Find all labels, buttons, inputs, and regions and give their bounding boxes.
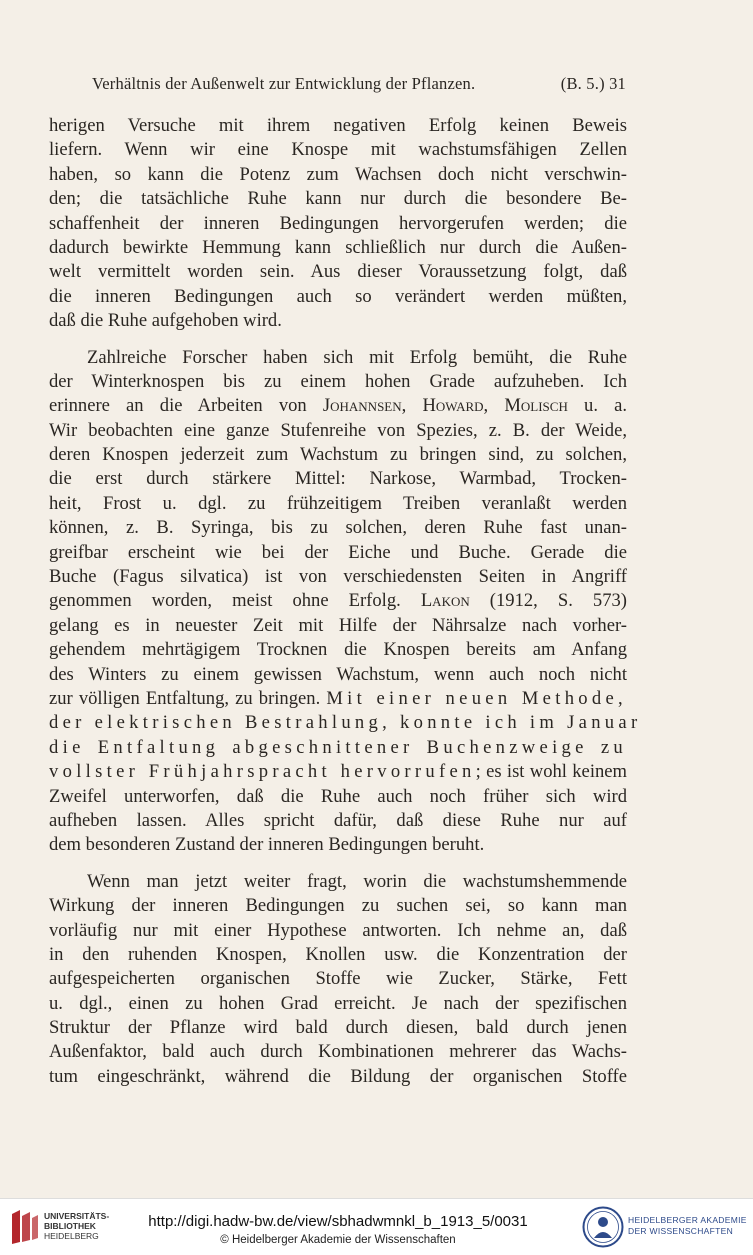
text-line: Buche (Fagus silvatica) ist von verschiedensten Seiten in Angriff (49, 566, 627, 588)
paragraph-3 (49, 870, 627, 1090)
text-line: Zahlreiche Forscher haben sich mit Erfolg bemüht, die Ruhe (87, 346, 627, 368)
text-line: in den ruhenden Knospen, Knollen usw. die Konzentration der (49, 943, 627, 965)
body-text (49, 114, 642, 1089)
text-line: daß die Ruhe aufgehoben wird. (49, 310, 282, 332)
text-line: welt vermittelt worden sein. Aus dieser Voraussetzung folgt, daß (49, 261, 627, 283)
emphasis: vollster Frühjahrspracht hervorrufen (49, 761, 476, 783)
text-line: Außenfaktor, bald auch durch Kombinationen mehrerer das Wachs- (49, 1041, 627, 1063)
text-line: die Entfaltung abgeschnittener Buchenzweige zu (49, 736, 627, 758)
paragraph-2 (49, 346, 642, 858)
text-line: die inneren Bedingungen auch so verändert werden müßten, (49, 285, 627, 307)
text-line: aufgespeicherten organischen Stoffe wie Zucker, Stärke, Fett (49, 968, 627, 990)
copyright-notice: © Heidelberger Akademie der Wissenschaften (220, 1234, 456, 1246)
text-line: dem besonderen Zustand der inneren Bedingungen beruht. (49, 834, 485, 856)
text-line: tum eingeschränkt, während die Bildung der organischen Stoffe (49, 1065, 627, 1087)
text-line: gelang es in neuester Zeit mit Hilfe der Nährsalze nach vorher- (49, 614, 627, 636)
running-head-title: Verhältnis der Außenwelt zur Entwicklung der Pflanzen. (92, 74, 476, 93)
text-line: können, z. B. Syringa, bis zu solchen, deren Ruhe fast unan- (49, 517, 627, 539)
text-line: deren Knospen jederzeit zum Wachstum zu bringen sind, zu solchen, (49, 444, 627, 466)
text-line: heit, Frost u. dgl. zu frühzeitigem Treiben veranlaßt werden (49, 492, 627, 514)
text-line: herigen Versuche mit ihrem negativen Erfolg keinen Beweis (49, 115, 627, 136)
text-line: haben, so kann die Potenz zum Wachsen doch nicht verschwin- (49, 163, 627, 185)
academy-seal-icon[interactable] (582, 1206, 624, 1248)
author-name: Howard (422, 395, 484, 417)
academy-name[interactable]: HEIDELBERGER AKADEMIE DER WISSENSCHAFTEN (628, 1215, 747, 1236)
text-line: gehendem mehrtägigem Trocknen die Knospen bereits am Anfang (49, 639, 627, 661)
text-line: Struktur der Pflanze wird bald durch diesen, bald durch jenen (49, 1017, 627, 1039)
text-line: dadurch bewirkte Hemmung kann schließlich nur durch die Außen- (49, 236, 627, 258)
text-line: den; die tatsächliche Ruhe kann nur durch die besondere Be- (49, 188, 627, 210)
permalink-url[interactable]: http://digi.hadw-bw.de/view/sbhadwmnkl_b_1913_5/0031 (148, 1213, 528, 1230)
text-line: vollster Frühjahrspracht hervorrufen; es ist wohl keinem (49, 761, 627, 783)
author-name: Lakon (420, 590, 470, 612)
text-line: greifbar erscheint wie bei der Eiche und Buche. Gerade die (49, 541, 627, 563)
text-line: vorläufig nur mit einer Hypothese antworten. Ich nehme an, daß (49, 919, 627, 941)
author-name: Johannsen (322, 395, 402, 417)
university-library-name[interactable]: UNIVERSITÄTS- BIBLIOTHEK HEIDELBERG (44, 1211, 110, 1241)
text-line: u. dgl., einen zu hohen Grad erreicht. Je nach der spezifischen (49, 992, 627, 1014)
text-line: der elektrischen Bestrahlung, konnte ich im Januar (49, 712, 642, 734)
text-line: Zweifel unterworfen, daß die Ruhe auch noch früher sich wird (49, 785, 627, 807)
paragraph-1 (49, 114, 627, 334)
text-line: zur völligen Entfaltung, zu bringen. Mit einer neuen Methode, (49, 687, 627, 709)
text-line: Wenn man jetzt weiter fragt, worin die wachstumshemmende (87, 870, 627, 892)
text-line: aufheben lassen. Alles spricht dafür, daß diese Ruhe nur auf (49, 809, 627, 831)
text-line: der Winterknospen bis zu einem hohen Grade aufzuheben. Ich (49, 370, 627, 392)
footer-bar (0, 1198, 753, 1255)
text-line: liefern. Wenn wir eine Knospe mit wachstumsfähigen Zellen (49, 139, 627, 161)
emphasis: Mit einer neuen Methode, (326, 687, 627, 709)
text-line: erinnere an die Arbeiten von Johannsen, Howard, Molisch u. a. (49, 395, 628, 417)
text-line: des Winters zu einem gewissen Wachstum, wenn auch noch nicht (49, 663, 627, 685)
text-line: Wirkung der inneren Bedingungen zu suchen sei, so kann man (49, 895, 627, 917)
running-head (92, 74, 626, 94)
text-line: Wir beobachten eine ganze Stufenreihe von Spezies, z. B. der Weide, (49, 419, 627, 441)
text-line: die erst durch stärkere Mittel: Narkose, Warmbad, Trocken- (49, 468, 627, 490)
text-line: schaffenheit der inneren Bedingungen hervorgerufen werden; die (49, 212, 627, 234)
text-line: genommen worden, meist ohne Erfolg. Lakon (1912, S. 573) (49, 590, 627, 612)
university-library-logo-icon[interactable] (8, 1208, 42, 1246)
author-name: Molisch (504, 395, 568, 417)
page-number: (B. 5.) 31 (560, 74, 626, 93)
citation: (1912, S. 573) (489, 590, 627, 612)
